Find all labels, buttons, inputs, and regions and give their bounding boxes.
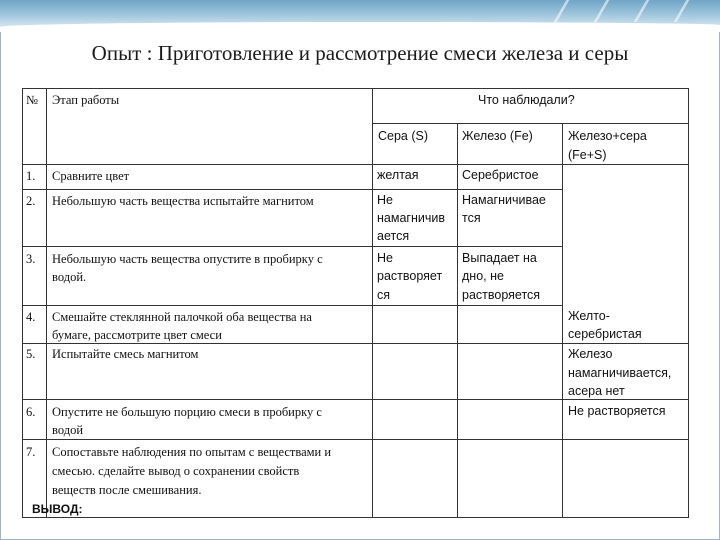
row-mixture: намагничивается, [568, 366, 672, 380]
row-number: 3. [26, 252, 36, 266]
row-iron: дно, не [462, 269, 504, 283]
row-mixture: Не растворяется [568, 404, 666, 418]
row-iron: Выпадает на [462, 251, 537, 265]
header-iron: Железо (Fe) [462, 129, 533, 143]
row-sulfur: Не [377, 251, 393, 265]
row-stage: Испытайте смесь магнитом [52, 347, 199, 361]
row-number: 4. [26, 310, 36, 324]
row-sulfur: ся [377, 288, 391, 302]
row-mixture: серебристая [568, 327, 642, 341]
row-number: 5. [26, 347, 36, 361]
row-stage: Небольшую часть вещества испытайте магнитом [52, 194, 314, 208]
conclusion-label: ВЫВОД: [32, 502, 83, 516]
decorative-header-band [0, 0, 720, 30]
header-mixture-line2: (Fe+S) [568, 148, 607, 162]
row-stage: бумаге, рассмотрите цвет смеси [52, 328, 222, 342]
slide-title: Опыт : Приготовление и рассмотрение смеси железа и серы [91, 41, 629, 65]
row-number: 2. [26, 194, 36, 208]
row-number: 6. [26, 405, 36, 419]
row-stage: Сравните цвет [52, 169, 130, 183]
row-mixture: асера нет [568, 384, 625, 398]
row-iron: Намагничивае [462, 193, 546, 207]
row-stage: Смешайте стеклянной палочкой оба вещества на [52, 310, 312, 324]
row-stage: веществ после смешивания. [52, 483, 202, 497]
row-sulfur: ается [377, 229, 410, 243]
header-stage: Этап работы [52, 93, 120, 107]
row-iron: Серебристое [462, 168, 539, 182]
row-mixture: Железо [568, 347, 613, 361]
row-number: 1. [26, 169, 36, 183]
row-stage: водой. [52, 270, 87, 284]
row-sulfur: растворяет [377, 269, 443, 283]
row-sulfur: Не [377, 193, 393, 207]
header-number: № [26, 93, 38, 107]
row-sulfur: желтая [377, 168, 419, 182]
header-observed: Что наблюдали? [478, 93, 575, 107]
header-mixture-line1: Железо+сера [568, 129, 647, 143]
row-mixture: Желто- [568, 309, 610, 323]
row-stage: Опустите не большую порцию смеси в пробирку с [52, 405, 322, 419]
row-number: 7. [26, 445, 36, 459]
row-iron: тся [462, 211, 481, 225]
row-stage: Сопоставьте наблюдения по опытам с веществами и [52, 445, 332, 459]
header-sulfur: Сера (S) [378, 129, 429, 143]
row-stage: водой [52, 423, 84, 437]
row-stage: смесью. сделайте вывод о сохранении свойств [52, 464, 300, 478]
row-stage: Небольшую часть вещества опустите в пробирку с [52, 252, 323, 266]
row-iron: растворяется [462, 288, 541, 302]
row-sulfur: намагничив [377, 211, 445, 225]
